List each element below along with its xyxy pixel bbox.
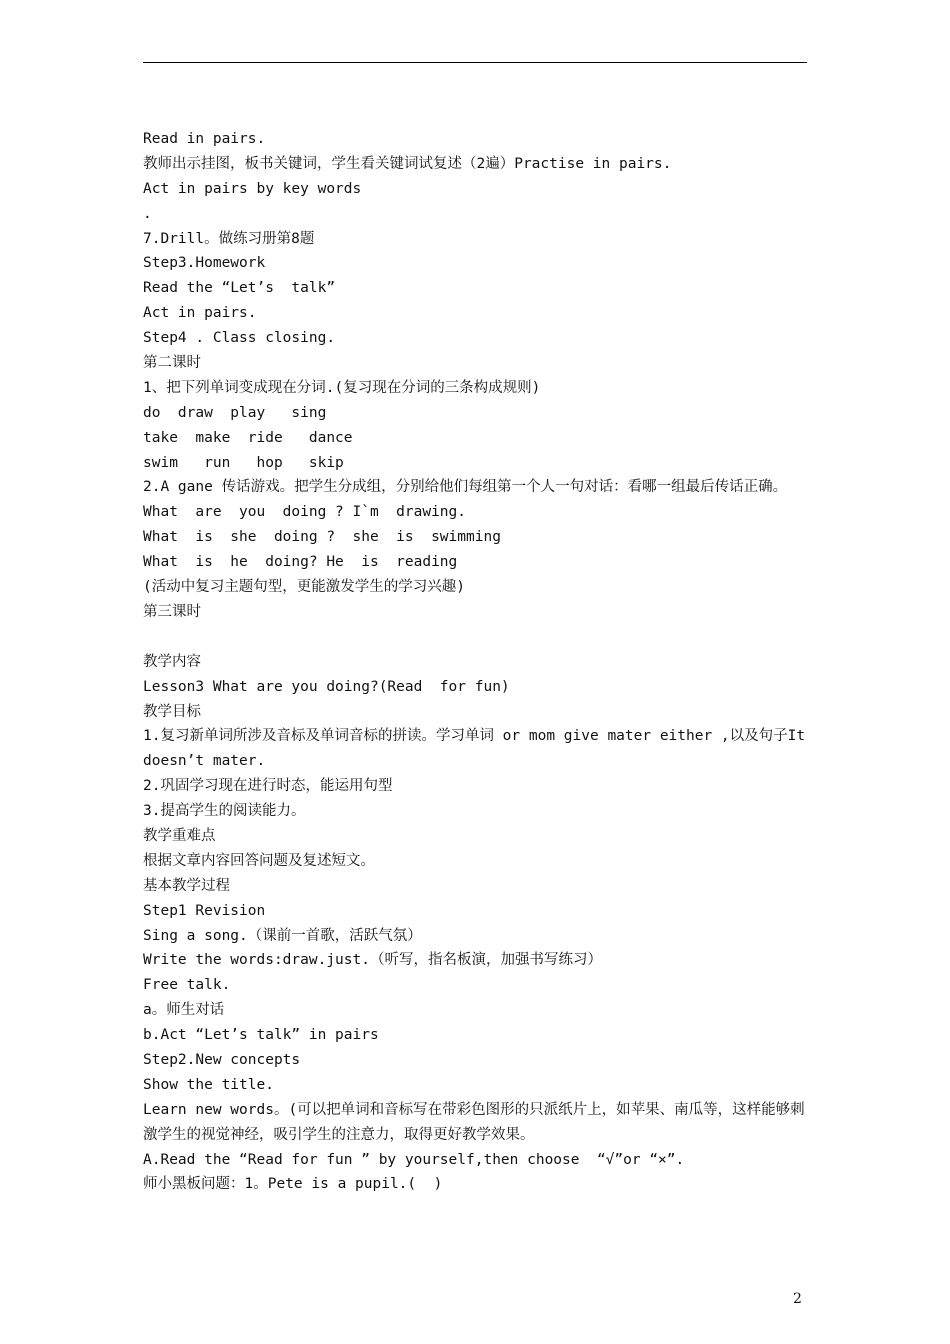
text-line: Step2.New concepts — [143, 1052, 301, 1068]
text-line: 师小黑板问题：1。Pete is a pupil.( ) — [143, 1176, 443, 1193]
text-line: swim run hop skip — [143, 454, 344, 471]
text-line: b.Act “Let’s talk” in pairs — [143, 1027, 379, 1044]
blank-line — [143, 625, 807, 650]
text-line: do draw play sing — [143, 404, 327, 421]
text-line: Step1 Revision — [143, 902, 266, 919]
text-line: Free talk. — [143, 977, 231, 994]
text-line: Lesson3 What are you doing?(Read for fun) — [143, 678, 510, 695]
text-line: What are you doing ? I`m drawing. — [143, 504, 467, 521]
text-line: What is she doing ? she is swimming — [143, 529, 501, 546]
text-line: 1、把下列单词变成现在分词.(复习现在分词的三条构成规则) — [143, 379, 541, 396]
section-heading: 基本教学过程 — [143, 877, 230, 894]
text-line: take make ride dance — [143, 429, 353, 446]
text-paragraph: 1.复习新单词所涉及音标及单词音标的拼读。学习单词 or mom give mater either ,以及句子It doesn’t mater. — [143, 728, 806, 770]
text-line: 3.提高学生的阅读能力。 — [143, 803, 306, 820]
page-number: 2 — [793, 1291, 802, 1307]
text-paragraph: Learn new words。(可以把单词和音标写在带彩色图形的只派纸片上，如苹果、南瓜等，这样能够刺激学生的视觉神经，吸引学生的注意力，取得更好教学效果。 — [143, 1101, 805, 1143]
document-body — [143, 127, 807, 1197]
text-line: Act in pairs. — [143, 305, 257, 322]
text-line: 教师出示挂图，板书关键词，学生看关键词试复述（2遍）Practise in pairs. — [143, 155, 672, 172]
text-line: a。师生对话 — [143, 1002, 225, 1019]
text-line: Read the “Let’s talk” — [143, 280, 336, 297]
text-line: . — [143, 205, 152, 222]
section-heading: 第二课时 — [143, 355, 201, 372]
text-line: Read in pairs. — [143, 131, 266, 147]
text-line: Step3.Homework — [143, 255, 266, 272]
text-line: Sing a song.（课前一首歌，活跃气氛） — [143, 927, 422, 944]
text-line: 7.Drill。做练习册第8题 — [143, 230, 315, 247]
header-rule — [143, 62, 807, 63]
section-heading: 教学重难点 — [143, 827, 216, 844]
text-line: (活动中复习主题句型，更能激发学生的学习兴趣) — [143, 579, 465, 596]
section-heading: 教学内容 — [143, 653, 201, 670]
text-line: Write the words:draw.just.（听写，指名板演，加强书写练习） — [143, 952, 602, 969]
text-line: Act in pairs by key words — [143, 180, 362, 197]
text-paragraph: 2.A gane 传话游戏。把学生分成组，分别给他们每组第一个人一句对话：看哪一组最后传话正确。 — [143, 479, 788, 496]
text-line: 根据文章内容回答问题及复述短文。 — [143, 852, 375, 869]
text-line: 2.巩固学习现在进行时态，能运用句型 — [143, 778, 393, 795]
text-line: Show the title. — [143, 1076, 274, 1093]
section-heading: 教学目标 — [143, 703, 201, 720]
section-heading: 第三课时 — [143, 603, 201, 620]
text-line: What is he doing? He is reading — [143, 554, 458, 571]
text-line: Step4 . Class closing. — [143, 330, 336, 347]
text-line: A.Read the “Read for fun ” by yourself,then choose “√”or “×”. — [143, 1151, 685, 1168]
